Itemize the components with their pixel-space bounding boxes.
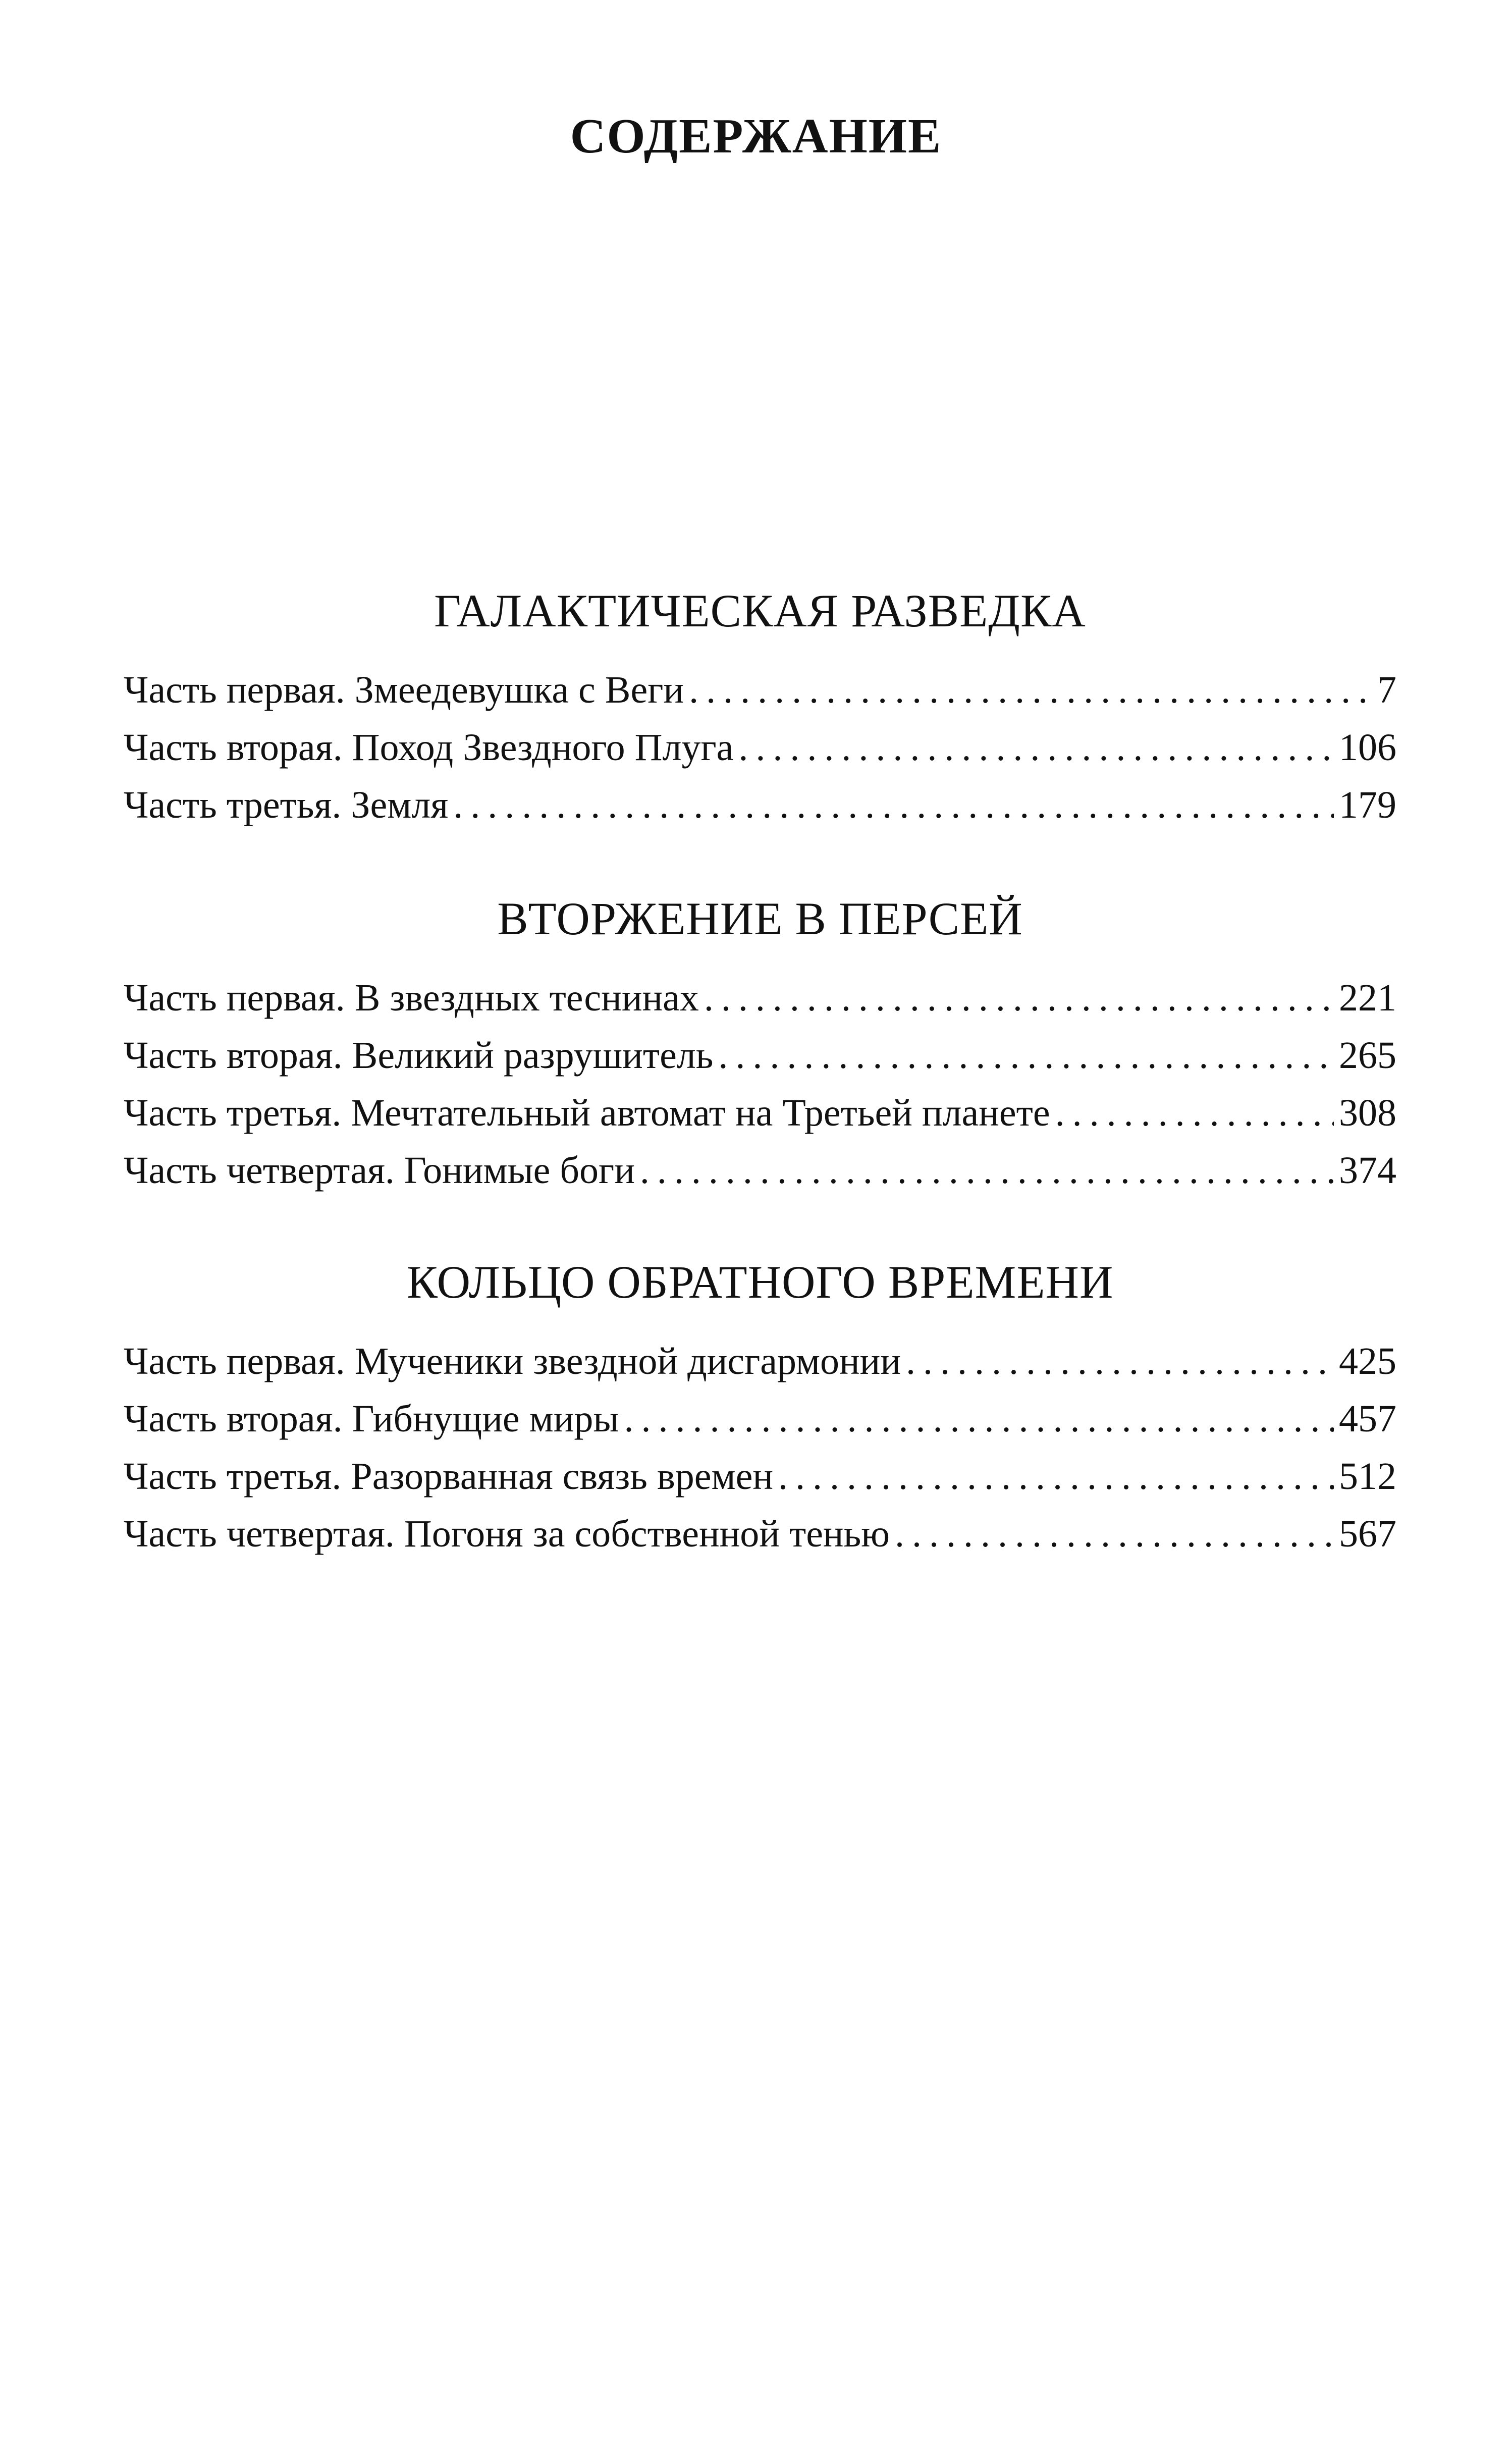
entry-title: Часть первая. Мученики звездной дисгармонии (124, 1340, 901, 1382)
entry-page-number: 457 (1339, 1398, 1396, 1440)
entry-title: Часть первая. Змеедевушка с Веги (124, 669, 684, 711)
entry-page-number: 567 (1339, 1513, 1396, 1555)
entry-title: Часть третья. Разорванная связь времен (124, 1455, 774, 1498)
entry-title: Часть вторая. Поход Звездного Плуга (124, 726, 734, 769)
entry-page-number: 425 (1339, 1340, 1396, 1382)
toc-entry[interactable] (124, 1390, 1396, 1448)
dot-leader (624, 1390, 1334, 1448)
entry-page-number: 308 (1339, 1092, 1396, 1134)
entry-page-number: 265 (1339, 1034, 1396, 1077)
dot-leader (718, 1027, 1334, 1084)
section-heading: КОЛЬЦО ОБРАТНОГО ВРЕМЕНИ (406, 1256, 1114, 1308)
toc-section-invasion-of-perseus (124, 888, 1396, 1199)
dot-leader (906, 1332, 1334, 1390)
entry-title: Часть первая. В звездных теснинах (124, 977, 699, 1019)
toc-entry[interactable] (124, 1448, 1396, 1505)
entry-title: Часть вторая. Великий разрушитель (124, 1034, 714, 1077)
section-heading: ВТОРЖЕНИЕ В ПЕРСЕЙ (497, 893, 1023, 944)
entry-page-number: 512 (1339, 1455, 1396, 1498)
dot-leader (738, 719, 1334, 776)
entry-page-number: 374 (1339, 1149, 1396, 1192)
dot-leader (453, 776, 1334, 834)
dot-leader (689, 661, 1372, 719)
toc-section-galactic-reconnaissance (124, 580, 1396, 834)
toc-entry[interactable] (124, 719, 1396, 776)
toc-entry[interactable] (124, 1027, 1396, 1084)
entry-page-number: 221 (1339, 977, 1396, 1019)
entry-title: Часть четвертая. Гонимые боги (124, 1149, 635, 1192)
toc-entry[interactable] (124, 969, 1396, 1027)
dot-leader (1055, 1084, 1334, 1142)
dot-leader (895, 1505, 1334, 1563)
toc-entry[interactable] (124, 1084, 1396, 1142)
entry-title: Часть четвертая. Погоня за собственной тенью (124, 1513, 890, 1555)
toc-entry[interactable] (124, 661, 1396, 719)
toc-entry[interactable] (124, 1505, 1396, 1563)
entry-title: Часть вторая. Гибнущие миры (124, 1398, 619, 1440)
entry-page-number: 106 (1339, 726, 1396, 769)
page-title: СОДЕРЖАНИЕ (570, 109, 942, 164)
toc-entry[interactable] (124, 776, 1396, 834)
entry-title: Часть третья. Земля (124, 784, 449, 826)
dot-leader (640, 1142, 1334, 1199)
dot-leader (778, 1448, 1334, 1505)
entry-title: Часть третья. Мечтательный автомат на Третьей планете (124, 1092, 1050, 1134)
toc-entry[interactable] (124, 1142, 1396, 1199)
entry-page-number: 179 (1339, 784, 1396, 826)
toc-section-ring-of-reverse-time (124, 1252, 1396, 1563)
entry-page-number: 7 (1377, 669, 1396, 711)
dot-leader (704, 969, 1334, 1027)
toc-entry[interactable] (124, 1332, 1396, 1390)
section-heading: ГАЛАКТИЧЕСКАЯ РАЗВЕДКА (434, 585, 1086, 636)
